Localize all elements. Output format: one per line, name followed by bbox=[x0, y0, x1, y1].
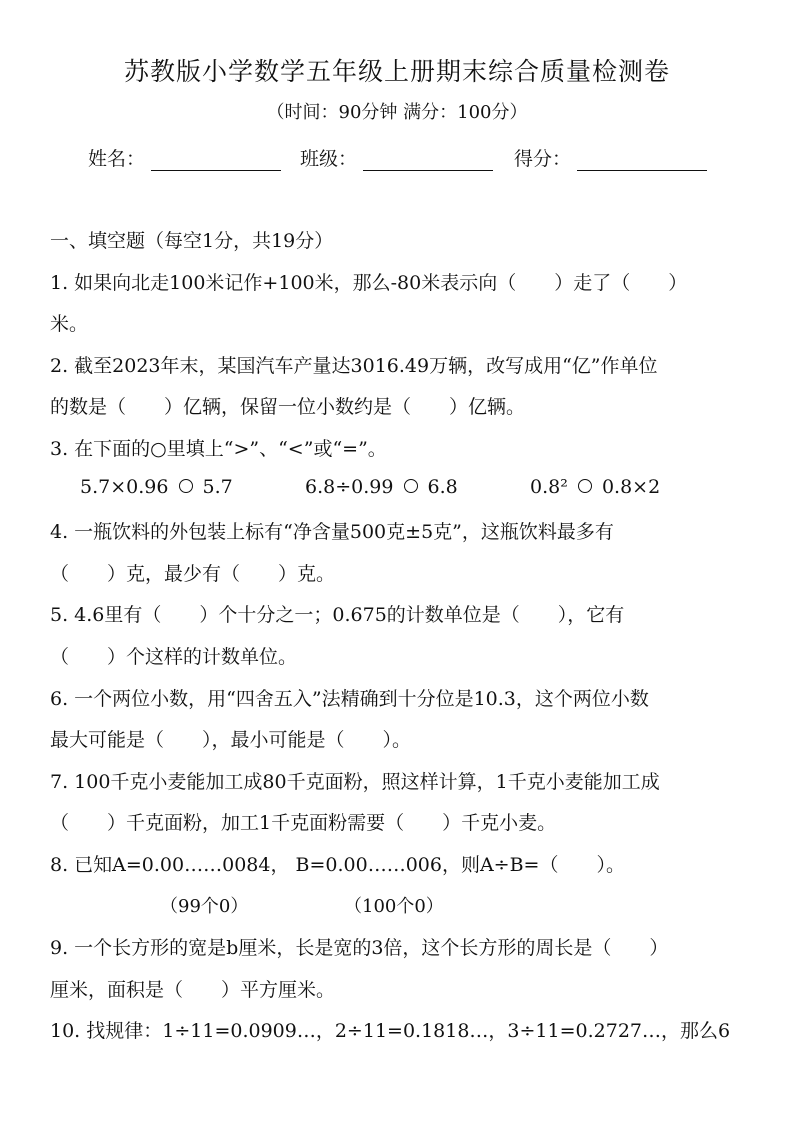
score-field[interactable] bbox=[514, 144, 707, 171]
comparison-2-right: 6.8 bbox=[427, 476, 458, 498]
section-heading: 一、填空题（每空1分，共19分） bbox=[50, 230, 334, 252]
question-4-line-2: （ ）克，最少有（ ）克。 bbox=[50, 563, 336, 585]
score-label: 得分： bbox=[514, 148, 572, 170]
question-5-line-1: 5. 4.6里有（ ）个十分之一；0.675的计数单位是（ ），它有 bbox=[50, 604, 625, 626]
question-8-note-b: （100个0） bbox=[344, 896, 444, 917]
comparison-3 bbox=[530, 476, 660, 498]
comparison-circle-icon[interactable] bbox=[404, 479, 418, 493]
name-label: 姓名： bbox=[88, 148, 146, 170]
comparison-circle-icon[interactable] bbox=[578, 479, 592, 493]
question-6-line-2: 最大可能是（ ），最小可能是（ ）。 bbox=[50, 729, 412, 751]
score-blank[interactable] bbox=[577, 150, 707, 171]
question-4-line-1: 4. 一瓶饮料的外包装上标有“净含量500克±5克”，这瓶饮料最多有 bbox=[50, 521, 614, 543]
name-field[interactable] bbox=[88, 144, 281, 171]
question-7-line-2: （ ）千克面粉，加工1千克面粉需要（ ）千克小麦。 bbox=[50, 812, 557, 834]
question-6-line-1: 6. 一个两位小数，用“四舍五入”法精确到十分位是10.3，这个两位小数 bbox=[50, 688, 649, 710]
class-label: 班级： bbox=[300, 148, 358, 170]
question-5-line-2: （ ）个这样的计数单位。 bbox=[50, 646, 298, 668]
question-3-line-1: 3. 在下面的○里填上“>”、“<”或“=”。 bbox=[50, 438, 387, 460]
comparison-1 bbox=[80, 476, 233, 498]
class-field[interactable] bbox=[300, 144, 493, 171]
page-title: 苏教版小学数学五年级上册期末综合质量检测卷 bbox=[123, 57, 670, 86]
question-1-line-2: 米。 bbox=[50, 313, 89, 335]
comparison-3-left: 0.8² bbox=[530, 476, 568, 498]
comparison-1-right: 5.7 bbox=[202, 476, 233, 498]
question-7-line-1: 7. 100千克小麦能加工成80千克面粉，照这样计算，1千克小麦能加工成 bbox=[50, 771, 660, 793]
comparison-2 bbox=[305, 476, 458, 498]
comparison-3-right: 0.8×2 bbox=[601, 476, 661, 498]
comparison-circle-icon[interactable] bbox=[179, 479, 193, 493]
question-9-line-2: 厘米，面积是（ ）平方厘米。 bbox=[50, 979, 336, 1001]
question-1-line-1: 1. 如果向北走100米记作+100米，那么-80米表示向（ ）走了（ ） bbox=[50, 272, 688, 294]
question-8-line-1: 8. 已知A=0.00……0084， B=0.00……006，则A÷B=（ ）。 bbox=[50, 854, 625, 876]
class-blank[interactable] bbox=[363, 150, 493, 171]
name-blank[interactable] bbox=[151, 150, 281, 171]
question-2-line-2: 的数是（ ）亿辆，保留一位小数约是（ ）亿辆。 bbox=[50, 396, 526, 418]
question-9-line-1: 9. 一个长方形的宽是b厘米，长是宽的3倍，这个长方形的周长是（ ） bbox=[50, 937, 669, 959]
comparison-1-left: 5.7×0.96 bbox=[80, 476, 169, 498]
question-8-note-a: （99个0） bbox=[160, 896, 249, 917]
comparison-2-left: 6.8÷0.99 bbox=[305, 476, 394, 498]
question-2-line-1: 2. 截至2023年末，某国汽车产量达3016.49万辆，改写成用“亿”作单位 bbox=[50, 355, 658, 377]
question-10-line-1: 10. 找规律：1÷11=0.0909…，2÷11=0.1818…，3÷11=0.2727…，那么6 bbox=[50, 1020, 731, 1042]
exam-subtitle: （时间：90分钟 满分：100分） bbox=[266, 102, 528, 123]
